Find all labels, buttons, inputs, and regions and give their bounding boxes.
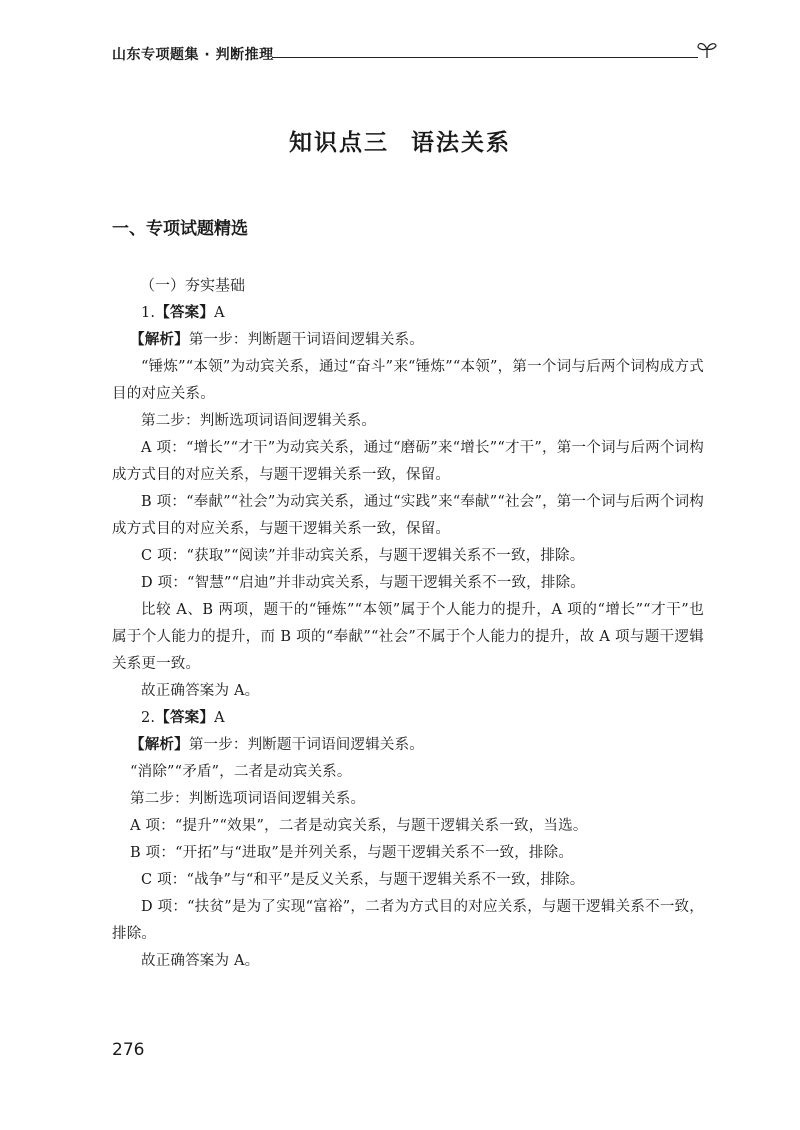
q2-analysis-label: 【解析】 — [130, 737, 189, 753]
subsection-heading: （一）夯实基础 — [140, 276, 246, 294]
q1-answer-label: 【答案】 — [155, 305, 215, 321]
q2-analysis-step1 — [112, 732, 704, 759]
q1-option-c: C 项：“获取”“阅读”并非动宾关系，与题干逻辑关系不一致，排除。 — [141, 548, 585, 564]
q1-answer: A — [214, 305, 225, 321]
page-number: 276 — [112, 1040, 145, 1060]
q2-step1: 第一步：判断题干词语间逻辑关系。 — [188, 737, 425, 753]
q2-conclusion: 故正确答案为 A。 — [141, 953, 260, 969]
q2-step2: 第二步：判断选项词语间逻辑关系。 — [130, 791, 366, 807]
q2-option-d: D 项：“扶贫”是为了实现“富裕”，二者为方式目的对应关系，与题干逻辑关系不一致，排除。 — [112, 899, 704, 942]
sprout-icon — [696, 38, 718, 60]
q2-option-b: B 项：“开拓”与“进取”是并列关系，与题干逻辑关系不一致，排除。 — [130, 845, 574, 861]
q2-answer-label: 【答案】 — [155, 710, 215, 726]
section-heading: 一、专项试题精选 — [112, 219, 248, 239]
q2-number: 2. — [141, 710, 156, 726]
running-header — [112, 44, 712, 68]
q1-option-d: D 项：“智慧”“启迪”并非动宾关系，与题干逻辑关系不一致，排除。 — [141, 575, 585, 591]
page-title — [0, 124, 800, 157]
q1-comparison: 比较 A、B 两项，题干的“锤炼”“本领”属于个人能力的提升，A 项的“增长”“才干”也属于个人能力的提升，而 B 项的“奉献”“社会”不属于个人能力的提升，故 A 项与题干逻辑关系更一致。 — [112, 602, 704, 672]
q2-answer: A — [214, 710, 225, 726]
q1-step1: 第一步：判断题干词语间逻辑关系。 — [188, 332, 425, 348]
header-rule — [272, 57, 698, 58]
q1-option-a: A 项：“增长”“才干”为动宾关系，通过“磨砺”来“增长”“才干”，第一个词与后两个词构成方式目的对应关系，与题干逻辑关系一致，保留。 — [112, 440, 704, 483]
q1-analysis-step1 — [112, 327, 704, 354]
q2-answer-line — [112, 705, 704, 732]
q1-step2: 第二步：判断选项词语间逻辑关系。 — [141, 413, 377, 429]
q1-answer-line — [112, 300, 704, 327]
q1-conclusion: 故正确答案为 A。 — [141, 683, 260, 699]
q2-stem-relation: “消除”“矛盾”，二者是动宾关系。 — [130, 764, 352, 780]
title-knowledge-point: 知识点三 — [289, 130, 389, 156]
title-topic: 语法关系 — [411, 130, 511, 156]
answer-body — [112, 300, 704, 975]
q2-option-c: C 项：“战争”与“和平”是反义关系，与题干逻辑关系不一致，排除。 — [141, 872, 585, 888]
running-title: 山东专项题集 · 判断推理 — [112, 47, 274, 63]
q2-option-a: A 项：“提升”“效果”，二者是动宾关系，与题干逻辑关系一致，当选。 — [130, 818, 588, 834]
q1-analysis-label: 【解析】 — [130, 332, 189, 348]
q1-number: 1. — [141, 305, 156, 321]
q1-stem-relation: “锤炼”“本领”为动宾关系，通过“奋斗”来“锤炼”“本领”，第一个词与后两个词构成方式目的对应关系。 — [112, 359, 704, 402]
q1-option-b: B 项：“奉献”“社会”为动宾关系，通过“实践”来“奉献”“社会”，第一个词与后两个词构成方式目的对应关系，与题干逻辑关系一致，保留。 — [112, 494, 704, 537]
